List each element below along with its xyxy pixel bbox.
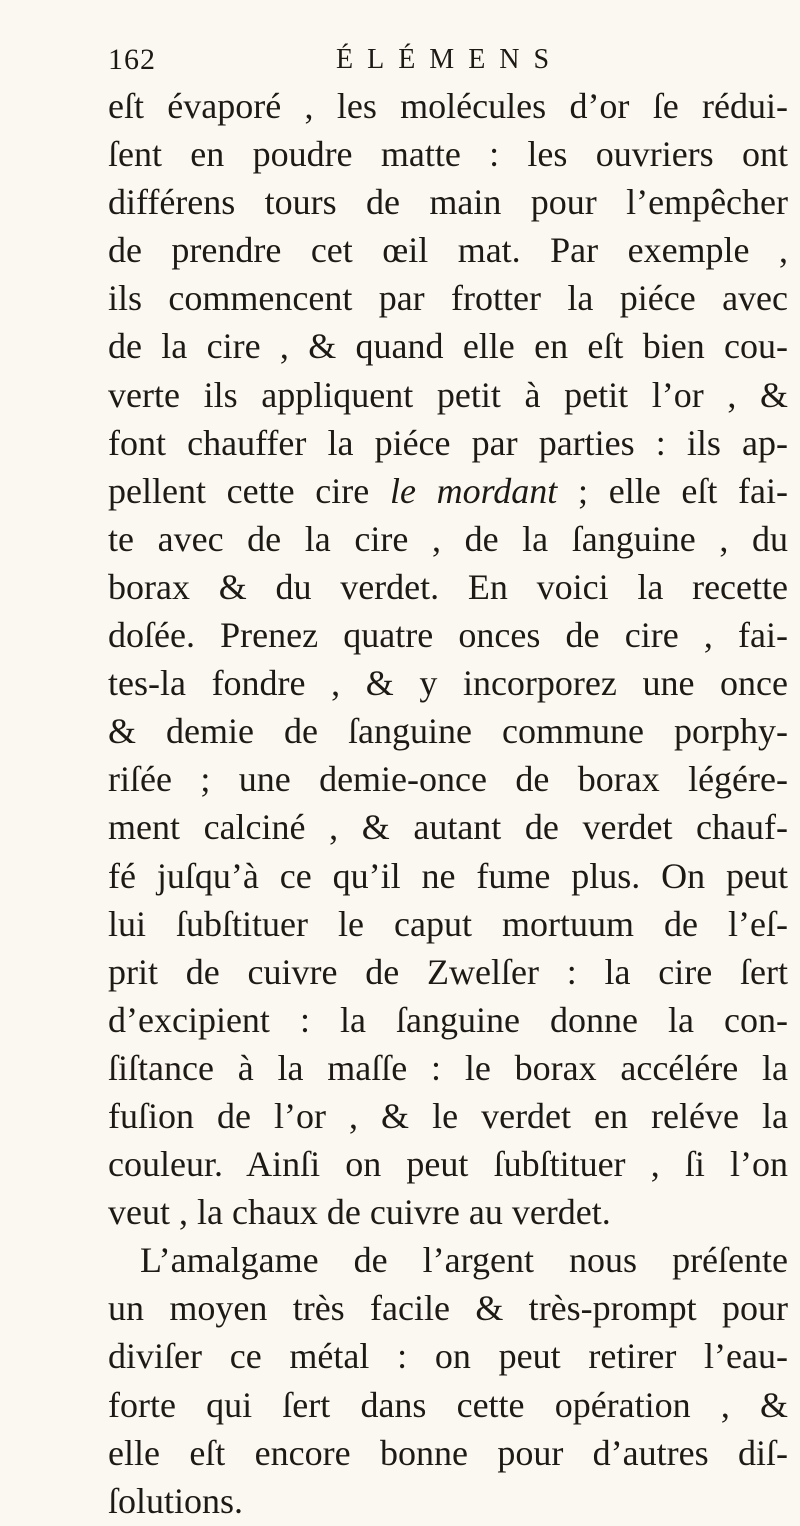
text-line: font chauffer la piéce par parties : ils ap- <box>108 422 788 463</box>
text-line: verte ils appliquent petit à petit l’or , & <box>108 374 788 415</box>
text-line: ment calciné , & autant de verdet chauf- <box>108 807 788 848</box>
paragraph-start-line: L’amalgame de l’argent nous préſente <box>140 1240 788 1281</box>
text-line: prit de cuivre de Zwelſer : la cire ſert <box>108 951 788 992</box>
body-text <box>108 82 788 1525</box>
running-head <box>108 38 628 82</box>
text-line: ſiſtance à la maſſe : le borax accélére la <box>108 1047 788 1088</box>
text-line: doſée. Prenez quatre onces de cire , fai- <box>108 615 788 656</box>
text-line: fé juſqu’à ce qu’il ne fume plus. On peut <box>108 855 788 896</box>
text-line: lui ſubſtituer le caput mortuum de l’eſ- <box>108 903 788 944</box>
text-line: ils commencent par frotter la piéce avec <box>108 278 788 319</box>
text-line: de prendre cet œil mat. Par exemple , <box>108 230 788 271</box>
text-line: riſée ; une demie-once de borax légére- <box>108 759 788 800</box>
running-title: ÉLÉMENS <box>336 44 564 75</box>
text-line: ſent en poudre matte : les ouvriers ont <box>108 134 788 175</box>
text-line: borax & du verdet. En voici la recette <box>108 566 788 607</box>
page-number: 162 <box>108 43 156 76</box>
text-line: te avec de la cire , de la ſanguine , du <box>108 518 788 559</box>
text-line: fuſion de l’or , & le verdet en reléve la <box>108 1095 788 1136</box>
text-line: & demie de ſanguine commune porphy- <box>108 711 788 752</box>
text-segment: ; elle eſt fai- <box>557 470 788 511</box>
text-line: tes-la fondre , & y incorporez une once <box>108 663 788 704</box>
text-line: différens tours de main pour l’empêcher <box>108 182 788 223</box>
text-segment: pellent cette cire <box>108 470 390 511</box>
text-line: un moyen très facile & très-prompt pour <box>108 1288 788 1329</box>
text-line: veut , la chaux de cuivre au verdet. <box>108 1192 611 1233</box>
text-line: ſolutions. <box>108 1480 244 1521</box>
italic-term: le mordant <box>389 470 558 511</box>
text-line: elle eſt encore bonne pour d’autres diſ- <box>108 1432 788 1473</box>
text-line-with-italic <box>108 467 788 515</box>
text-line: couleur. Ainſi on peut ſubſtituer , ſi l’on <box>108 1144 788 1185</box>
text-line: diviſer ce métal : on peut retirer l’eau- <box>108 1336 788 1377</box>
text-line: de la cire , & quand elle en eſt bien cou- <box>108 326 788 367</box>
text-line: d’excipient : la ſanguine donne la con- <box>108 999 788 1040</box>
text-line: eſt évaporé , les molécules d’or ſe rédui- <box>108 86 788 126</box>
text-line: forte qui ſert dans cette opération , & <box>108 1384 788 1425</box>
